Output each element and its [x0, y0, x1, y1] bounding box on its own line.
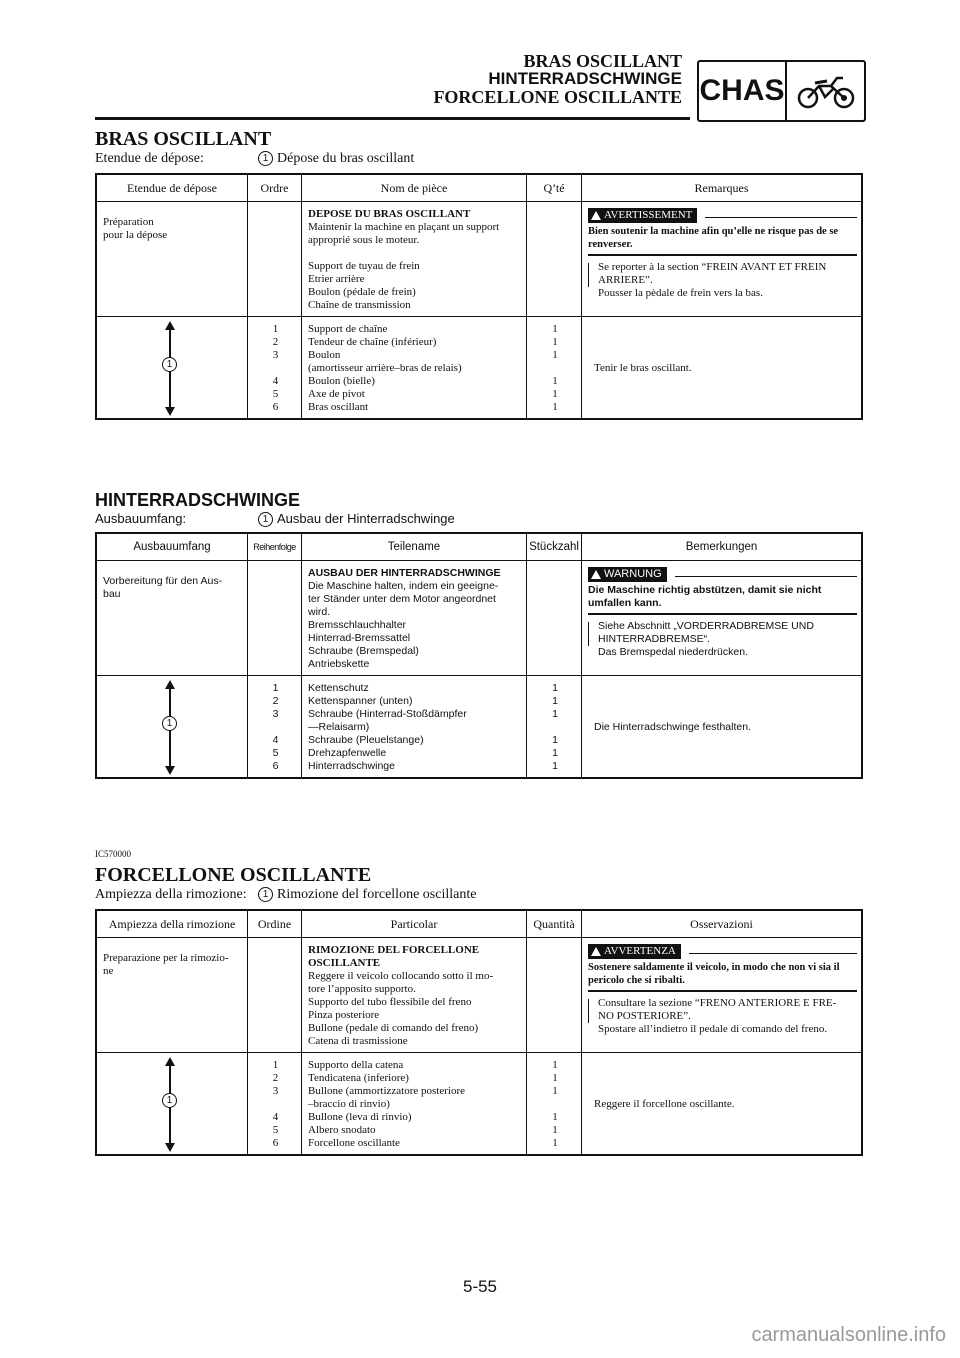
range-number: 1 [162, 1093, 177, 1108]
order-list: 1 2 3 4 5 6 [248, 676, 302, 779]
order-cell [248, 561, 302, 676]
range-cell [96, 317, 248, 420]
col-header: Ordre [248, 174, 302, 202]
prep-steps: Maintenir la machine en plaçant un support approprié sous le moteur. Support de tuyau de frein Etrier arrière Boulon (pédale de frein) Chaîne de transmission [308, 221, 500, 311]
motorcycle-icon [787, 62, 864, 120]
order-cell [248, 938, 302, 1053]
order-list: 1 2 3 4 5 6 [248, 317, 302, 420]
note-text: Siehe Abschnitt „VORDERRADBREMSE UND HINTERRADBREMSE“. [598, 620, 814, 645]
reference-note [588, 997, 857, 1023]
col-header: Quantità [527, 910, 582, 938]
watermark: carmanualsonline.info [751, 1324, 946, 1346]
col-header: Reihenfolge [248, 533, 302, 561]
col-header: Remarques [582, 174, 863, 202]
range-cell [96, 1053, 248, 1156]
range-cell [96, 676, 248, 779]
note-text: Consultare la sezione “FRENO ANTERIORE E FRE- NO POSTERIORE”. [598, 997, 837, 1022]
col-header: Osservazioni [582, 910, 863, 938]
prep-parts [302, 938, 527, 1053]
header-titles [433, 52, 682, 106]
prep-steps: Die Maschine halten, indem ein geeigne- ter Ständer unter dem Motor angeordnet wird. Bremsschlauchhalter Hinterrad-Bremssattel Schraube (Bremspedal) Antriebskette [308, 580, 499, 670]
warning-rule [689, 953, 857, 954]
scope-line-it [95, 887, 476, 903]
scope-text: Rimozione del forcellone oscillante [277, 887, 477, 902]
scope-text: Dépose du bras oscillant [277, 151, 415, 166]
scope-text: Ausbau der Hinterradschwinge [277, 511, 455, 526]
warning-text: Die Maschine richtig abstützen, damit sie nicht umfallen kann. [588, 584, 857, 615]
col-header: Stückzahl [527, 533, 582, 561]
procedure-heading: RIMOZIONE DEL FORCELLONE OSCILLANTE [308, 944, 480, 969]
note-text: Se reporter à la section “FREIN AVANT ET FREIN ARRIERE”. [598, 261, 827, 286]
range-number: 1 [162, 716, 177, 731]
col-header: Etendue de dépose [96, 174, 248, 202]
prep-parts [302, 561, 527, 676]
col-header: Particolar [302, 910, 527, 938]
prep-label: Préparation pour la dépose [96, 202, 248, 317]
warning-badge [588, 567, 667, 582]
warning-text: Sostenere saldamente il veicolo, in modo che non vi sia il pericolo che si ribalti. [588, 961, 857, 992]
note-bracket-icon [588, 999, 594, 1023]
qty-list: 1 1 1 1 1 1 [527, 676, 582, 779]
reference-note [588, 261, 857, 287]
header-rule [95, 117, 690, 120]
scope-label: Ausbauumfang: [95, 511, 187, 526]
prep-label: Vorbereitung für den Aus- bau [96, 561, 248, 676]
chapter-badge [697, 60, 866, 122]
col-header: Nom de pièce [302, 174, 527, 202]
remarks-cell [582, 938, 863, 1053]
section-title-it: FORCELLONE OSCILLANTE [95, 864, 372, 886]
remarks-cell [582, 202, 863, 317]
warning-rule [705, 217, 857, 218]
remark-text: Reggere il forcellone oscillante. [582, 1053, 863, 1156]
qty-list: 1 1 1 1 1 1 [527, 1053, 582, 1156]
warning-badge [588, 208, 697, 223]
reference-note [588, 620, 857, 646]
scope-number: 1 [258, 512, 273, 527]
prep-steps: Reggere il veicolo collocando sotto il mo- tore l’apposito supporto. Supporto del tubo flessibile del freno Pinza posteriore Bullone (pedale di comando del freno) Catena di trasmissione [308, 970, 494, 1047]
qty-cell [527, 561, 582, 676]
scope-line-de [95, 511, 455, 527]
scope-label: Ampiezza della rimozione: [95, 887, 247, 902]
col-header: Ampiezza della rimozione [96, 910, 248, 938]
warning-badge [588, 944, 681, 959]
scope-label: Etendue de dépose: [95, 151, 204, 166]
remark-text: Die Hinterradschwinge festhalten. [582, 676, 863, 779]
parts-names: Kettenschutz Kettenspanner (unten) Schraube (Hinterrad-Stoßdämpfer —Relaisarm) Schraube (Pleuelstange) Drehzapfenwelle Hinterradschwinge [308, 682, 467, 772]
warning-label: WARNUNG [604, 568, 662, 580]
order-cell [248, 202, 302, 317]
header-title-it: FORCELLONE OSCILLANTE [433, 87, 682, 107]
col-header: Ausbauumfang [96, 533, 248, 561]
note-extra: Pousser la pèdale de frein vers la bas. [598, 287, 763, 299]
warning-rule [675, 576, 857, 577]
parts-table-fr [95, 173, 863, 420]
qty-cell [527, 938, 582, 1053]
qty-list: 1 1 1 1 1 1 [527, 317, 582, 420]
col-header: Bemerkungen [582, 533, 863, 561]
order-list: 1 2 3 4 5 6 [248, 1053, 302, 1156]
scope-number: 1 [258, 887, 273, 902]
note-extra: Das Bremspedal niederdrücken. [598, 646, 748, 658]
page-number: 5-55 [462, 1277, 498, 1296]
scope-number: 1 [258, 151, 273, 166]
warning-label: AVERTISSEMENT [604, 209, 693, 221]
note-bracket-icon [588, 622, 594, 646]
remark-text: Tenir le bras oscillant. [582, 317, 863, 420]
parts-list [302, 676, 527, 779]
parts-list [302, 1053, 527, 1156]
scope-line-fr [95, 151, 414, 167]
procedure-heading: AUSBAU DER HINTERRADSCHWINGE [308, 567, 501, 579]
note-extra: Spostare all’indietro il pedale di comando del freno. [598, 1023, 828, 1035]
section-title-de: HINTERRADSCHWINGE [95, 490, 300, 510]
chapter-badge-label: CHAS [699, 62, 787, 120]
section-title-fr: BRAS OSCILLANT [95, 128, 272, 150]
warning-icon [591, 570, 601, 579]
procedure-heading: DEPOSE DU BRAS OSCILLANT [308, 208, 471, 220]
parts-table-it [95, 909, 863, 1156]
prep-label: Preparazione per la rimozio- ne [96, 938, 248, 1053]
range-number: 1 [162, 357, 177, 372]
warning-label: AVVERTENZA [604, 945, 676, 957]
warning-icon [591, 211, 601, 220]
parts-names: Supporto della catena Tendicatena (inferiore) Bullone (ammortizzatore posteriore –braccio di rinvio) Bullone (leva di rinvio) Albero snodato Forcellone oscillante [308, 1059, 465, 1149]
qty-cell [527, 202, 582, 317]
parts-names: Support de chaîne Tendeur de chaîne (inférieur) Boulon (amortisseur arrière–bras de relais) Boulon (bielle) Axe de pivot Bras oscillant [308, 323, 462, 413]
parts-table-de [95, 532, 863, 779]
section-code: IC570000 [95, 849, 131, 859]
col-header: Teilename [302, 533, 527, 561]
header-title-fr: BRAS OSCILLANT [523, 51, 682, 71]
warning-icon [591, 947, 601, 956]
col-header: Ordine [248, 910, 302, 938]
header-title-de: HINTERRADSCHWINGE [488, 69, 682, 88]
col-header: Q’té [527, 174, 582, 202]
note-bracket-icon [588, 263, 594, 287]
parts-list [302, 317, 527, 420]
warning-text: Bien soutenir la machine afin qu’elle ne risque pas de se renverser. [588, 225, 857, 256]
remarks-cell [582, 561, 863, 676]
prep-parts [302, 202, 527, 317]
